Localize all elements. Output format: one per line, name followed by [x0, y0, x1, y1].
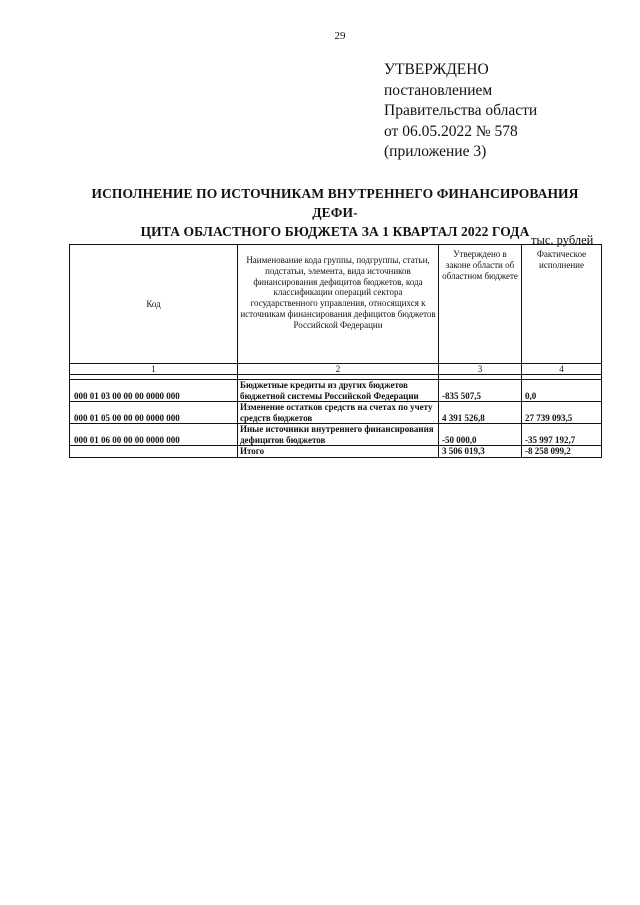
row-name: Изменение остатков средств на счетах по учету средств бюджетов: [238, 402, 439, 424]
column-number: 2: [238, 364, 439, 375]
row-actual: 27 739 093,5: [522, 402, 602, 424]
approval-line-4: от 06.05.2022 № 578: [384, 122, 518, 140]
approval-line-3: Правительства области: [384, 102, 538, 119]
total-row: [70, 446, 602, 458]
row-name: Итого: [238, 446, 439, 458]
header-code: Код: [70, 245, 238, 364]
approval-stamp: [384, 60, 537, 163]
table-row: [70, 380, 602, 402]
units-label: тыс. рублей: [531, 233, 594, 247]
row-code: 000 01 03 00 00 00 0000 000: [70, 380, 238, 402]
page-number: 29: [334, 30, 346, 42]
header-actual: Фактическое исполнение: [522, 245, 602, 364]
row-code: 000 01 05 00 00 00 0000 000: [70, 402, 238, 424]
row-approved: -50 000,0: [439, 424, 522, 446]
table-row: [70, 424, 602, 446]
document-title-line-2: ЦИТА ОБЛАСТНОГО БЮДЖЕТА ЗА 1 КВАРТАЛ 2022 ГОДА: [140, 224, 530, 239]
approval-line-1: УТВЕРЖДЕНО: [384, 61, 489, 78]
table-header-row: [70, 245, 602, 364]
row-code: 000 01 06 00 00 00 0000 000: [70, 424, 238, 446]
document-title: [70, 184, 600, 241]
header-name: Наименование кода группы, подгруппы, статьи, подстатьи, элемента, вида источников финансирования дефицитов бюджетов, кода классификации операций сектора государственного управления, относящихся к источникам финансирования дефицитов бюджетов Российской Федерации: [238, 245, 439, 364]
row-actual: 0,0: [522, 380, 602, 402]
column-number: 4: [522, 364, 602, 375]
approval-line-2: постановлением: [384, 81, 493, 99]
row-actual: -8 258 099,2: [522, 446, 602, 458]
column-number: 3: [439, 364, 522, 375]
column-number-row: [70, 364, 602, 375]
row-code: [70, 446, 238, 458]
row-approved: -835 507,5: [439, 380, 522, 402]
header-approved: Утверждено в законе области об областном бюджете: [439, 245, 522, 364]
document-title-line-1: ИСПОЛНЕНИЕ ПО ИСТОЧНИКАМ ВНУТРЕННЕГО ФИНАНСИРОВАНИЯ ДЕФИ-: [91, 186, 579, 220]
sources-table: [69, 244, 602, 458]
row-name: Иные источники внутреннего финансирования дефицитов бюджетов: [238, 424, 439, 446]
row-approved: 3 506 019,3: [439, 446, 522, 458]
row-approved: 4 391 526,8: [439, 402, 522, 424]
column-number: 1: [70, 364, 238, 375]
approval-line-5: (приложение 3): [384, 143, 487, 160]
row-actual: -35 997 192,7: [522, 424, 602, 446]
row-name: Бюджетные кредиты из других бюджетов бюджетной системы Российской Федерации: [238, 380, 439, 402]
table-row: [70, 402, 602, 424]
